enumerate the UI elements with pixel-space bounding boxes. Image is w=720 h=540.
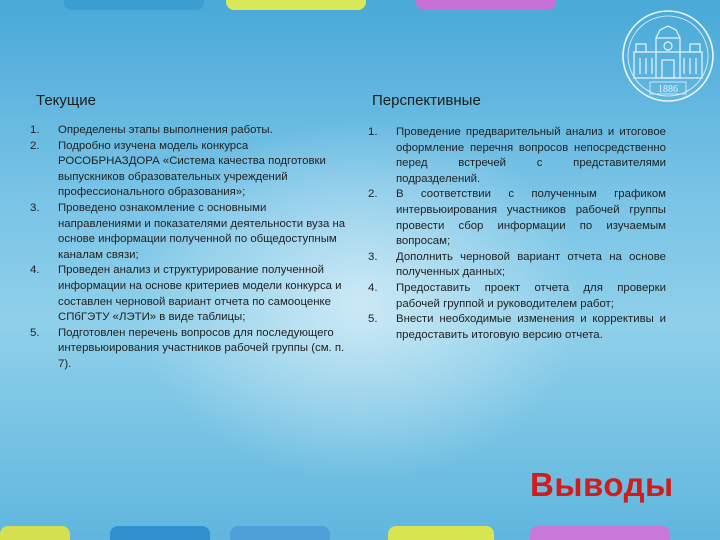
university-building-seal-icon bbox=[620, 8, 716, 104]
list-item: 4. Предоставить проект отчета для проверки рабочей группой и руководителем работ; bbox=[368, 281, 666, 310]
list-item: 3. Проведено ознакомление с основными направлениями и показателями деятельности вуза на основе информации полученной по общедоступным каналам связи; bbox=[30, 201, 346, 261]
bottom-decor-tab-3 bbox=[230, 526, 330, 540]
list-item: 1. Проведение предварительный анализ и итоговое оформление перечня вопросов непосредственно перед встречей с представителями подразделений. bbox=[368, 126, 666, 185]
bottom-decor-tab-5 bbox=[530, 526, 670, 540]
logo-year: 1886 bbox=[658, 84, 678, 95]
list-item: 5. Внести необходимые изменения и коррективы и предоставить итоговую версию отчета. bbox=[368, 313, 666, 341]
conclusion-link[interactable]: Выводы bbox=[530, 466, 674, 503]
heading-current: Текущие bbox=[36, 92, 96, 109]
list-item: 5. Подготовлен перечень вопросов для последующего интервьюирования участников рабочей группы (см. п. 7). bbox=[30, 326, 345, 370]
bottom-decor-tab-4 bbox=[388, 526, 494, 540]
current-items-list bbox=[30, 123, 348, 373]
top-decor-tab-yellow bbox=[226, 0, 366, 10]
heading-prospective: Перспективные bbox=[372, 92, 481, 109]
list-item: 3. Дополнить черновой вариант отчета на основе полученных данных; bbox=[368, 250, 666, 279]
prospective-items-list bbox=[368, 125, 666, 343]
bottom-decor-tab-1 bbox=[0, 526, 70, 540]
list-item: 2. Подробно изучена модель конкурса РОСОБРНАЗДОРА «Система качества подготовки выпускников образовательных учреждений профессионального образования»; bbox=[30, 139, 326, 199]
list-item: 1. Определены этапы выполнения работы. bbox=[30, 124, 273, 136]
list-item: 4. Проведен анализ и структурирование полученной информации на основе критериев модели конкурса и составлен черновой вариант отчета по самооценке СПбГЭТУ «ЛЭТИ» в виде таблицы; bbox=[30, 264, 342, 324]
top-decor-tab-purple bbox=[416, 0, 556, 10]
list-item: 2. В соответствии с полученным графиком интервьюирования участников рабочей группы провести сбор информации по изучаемым вопросам; bbox=[368, 188, 666, 248]
bottom-decor-tab-2 bbox=[110, 526, 210, 540]
top-decor-tab-blue bbox=[64, 0, 204, 10]
